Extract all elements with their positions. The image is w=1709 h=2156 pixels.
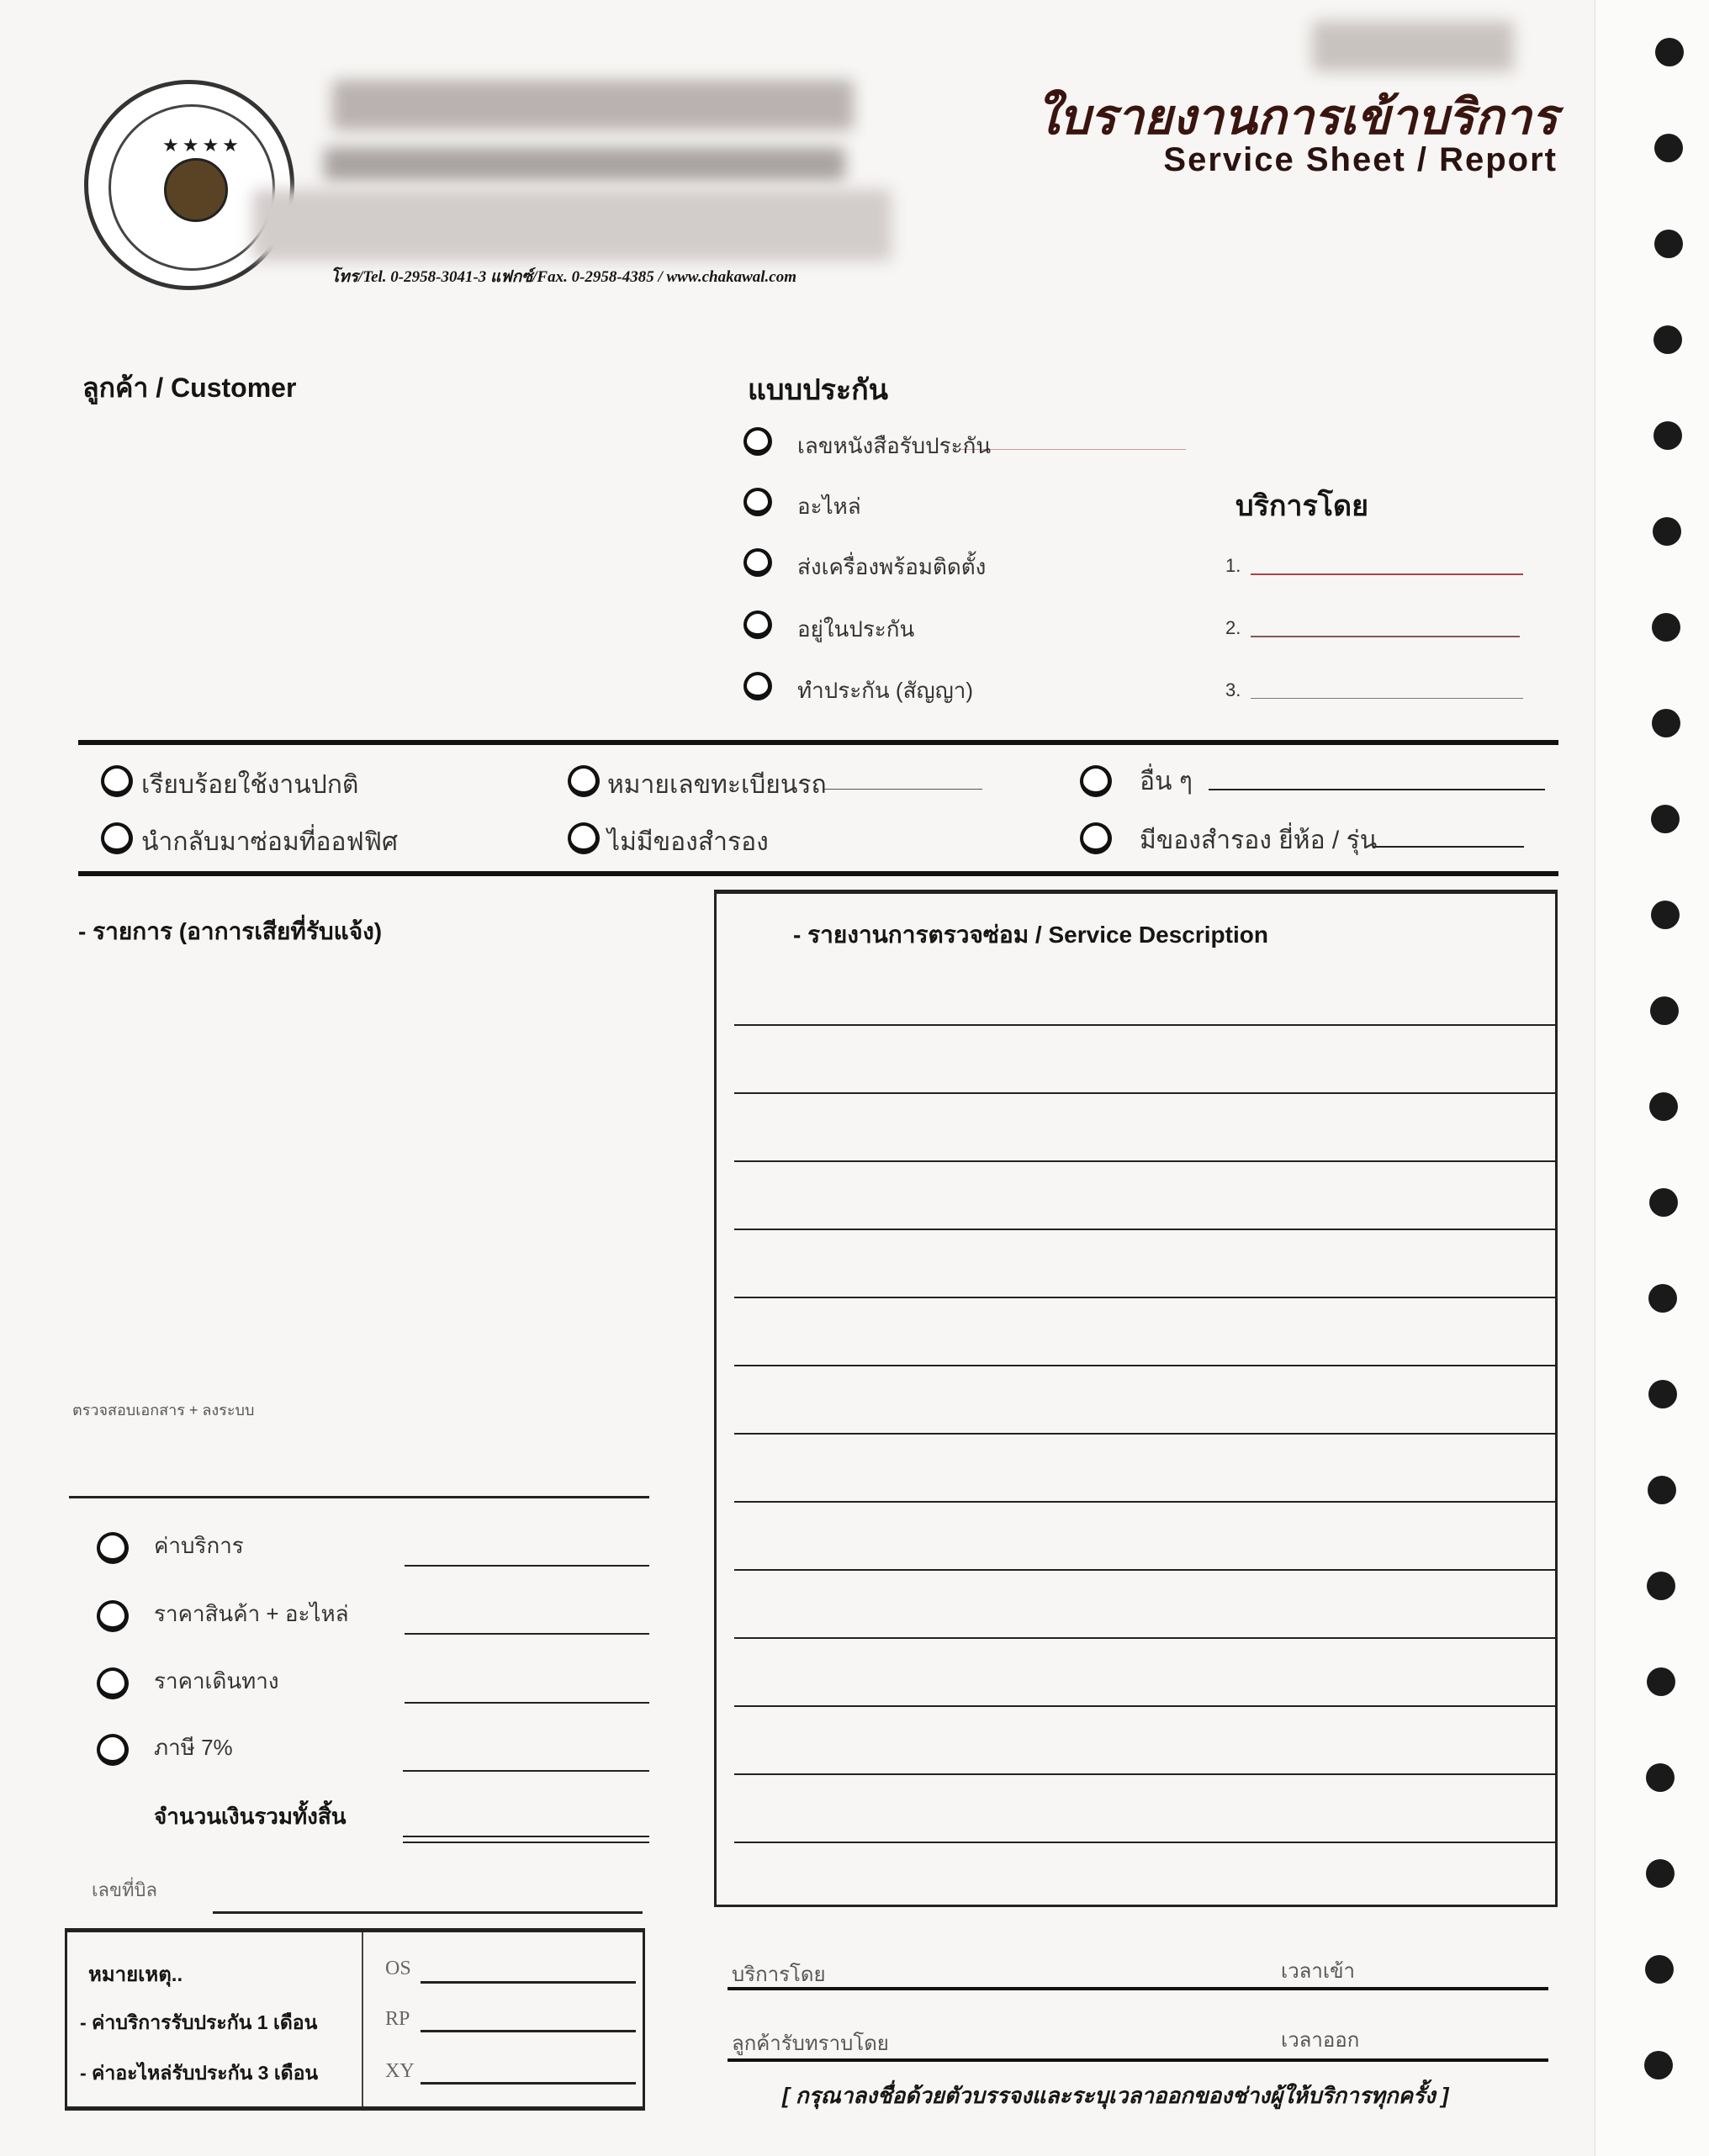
binding-hole — [1655, 38, 1684, 66]
plate-number-field[interactable] — [824, 789, 982, 790]
status-radio-normal[interactable] — [101, 765, 133, 797]
description-line[interactable] — [734, 1705, 1555, 1707]
fee-option-label: ราคาเดินทาง — [154, 1668, 279, 1694]
description-line[interactable] — [734, 1501, 1555, 1503]
description-line[interactable] — [734, 1637, 1555, 1639]
description-line[interactable] — [734, 1569, 1555, 1571]
description-line[interactable] — [734, 1092, 1555, 1094]
fee-radio-products[interactable] — [97, 1600, 129, 1632]
fee-option-label: ค่าบริการ — [154, 1533, 244, 1558]
binding-hole — [1648, 1380, 1677, 1408]
binding-hole — [1653, 517, 1681, 546]
service-description-label: - รายงานการตรวจซ่อม / Service Description — [793, 922, 1268, 948]
signoff-service-by-label: บริการโดย — [732, 1963, 826, 1986]
status-option-label: เรียบร้อยใช้งานปกติ — [141, 771, 359, 799]
binding-hole — [1653, 325, 1682, 354]
service-by-number: 3. — [1225, 679, 1241, 700]
description-line[interactable] — [734, 1365, 1555, 1366]
fee-option-label: ราคาสินค้า + อะไหล่ — [154, 1601, 349, 1626]
code-label-os: OS — [385, 1958, 411, 1979]
fee-radio-vat[interactable] — [97, 1734, 129, 1766]
description-line[interactable] — [734, 1842, 1555, 1843]
binding-hole — [1648, 1476, 1676, 1504]
warranty-radio-parts[interactable] — [743, 488, 772, 516]
warranty-radio-in-warranty[interactable] — [743, 610, 772, 639]
other-field[interactable] — [1209, 789, 1545, 790]
warranty-radio-contract[interactable] — [743, 672, 772, 700]
company-name-redacted — [332, 80, 854, 130]
binding-hole — [1646, 1859, 1675, 1888]
binding-hole — [1651, 901, 1680, 929]
service-description-box[interactable] — [714, 890, 1558, 1907]
service-by-number: 2. — [1225, 617, 1241, 638]
customer-label: ลูกค้า / Customer — [82, 373, 297, 403]
os-field[interactable] — [421, 1981, 636, 1984]
divider — [78, 740, 1558, 745]
binding-hole — [1651, 805, 1680, 833]
items-label: - รายการ (อาการเสียที่รับแจ้ง) — [78, 918, 383, 944]
binding-hole — [1648, 1284, 1677, 1313]
fee-amount-field[interactable] — [405, 1633, 649, 1635]
description-line[interactable] — [734, 1229, 1555, 1230]
fee-amount-field[interactable] — [405, 1565, 649, 1567]
notes-line: - ค่าอะไหล่รับประกัน 3 เดือน — [80, 2062, 319, 2084]
check-docs-label: ตรวจสอบเอกสาร + ลงระบบ — [72, 1402, 255, 1419]
rp-field[interactable] — [421, 2030, 636, 2032]
company-logo: ★★★★ — [84, 80, 294, 290]
binding-hole — [1650, 996, 1679, 1025]
warranty-option-label: อยู่ในประกัน — [797, 616, 915, 642]
status-radio-has-spare[interactable] — [1080, 822, 1112, 854]
total-amount-field[interactable] — [403, 1836, 649, 1843]
binding-hole — [1649, 1188, 1678, 1217]
notes-line: - ค่าบริการรับประกัน 1 เดือน — [80, 2011, 318, 2033]
items-bottom-line — [69, 1496, 649, 1498]
signoff-customer-ack-label: ลูกค้ารับทราบโดย — [732, 2032, 889, 2055]
binding-hole — [1645, 1955, 1674, 1984]
status-option-label: หมายเลขทะเบียนรถ — [607, 771, 827, 799]
title-thai: ใบรายงานการเข้าบริการ — [1034, 90, 1558, 145]
warranty-radio-certificate[interactable] — [743, 427, 772, 456]
notes-title: หมายเหตุ.. — [88, 1963, 183, 1986]
service-by-title: บริการโดย — [1235, 490, 1369, 522]
fee-radio-travel[interactable] — [97, 1667, 129, 1699]
fee-radio-service[interactable] — [97, 1532, 129, 1564]
bill-number-field[interactable] — [213, 1911, 643, 1914]
service-by-field-2[interactable] — [1251, 636, 1520, 637]
signoff-time-out-label: เวลาออก — [1281, 2029, 1360, 2052]
xy-field[interactable] — [421, 2082, 636, 2085]
warranty-title: แบบประกัน — [748, 374, 889, 406]
status-radio-no-spare[interactable] — [568, 822, 600, 854]
signoff-service-by-field[interactable] — [728, 1987, 1548, 1990]
total-label: จำนวนเงินรวมทั้งสิ้น — [154, 1804, 347, 1829]
description-line[interactable] — [734, 1773, 1555, 1775]
status-option-label: ไม่มีของสำรอง — [607, 828, 769, 856]
binding-strip — [1595, 0, 1709, 2156]
binding-hole — [1652, 709, 1680, 737]
description-line[interactable] — [734, 1024, 1555, 1026]
status-option-label: อื่น ๆ — [1140, 768, 1193, 795]
description-line[interactable] — [734, 1433, 1555, 1435]
company-name-en-redacted — [324, 147, 845, 181]
service-by-field-1[interactable] — [1251, 573, 1523, 575]
binding-hole — [1646, 1763, 1675, 1792]
address-redacted — [252, 189, 892, 261]
fee-option-label: ภาษี 7% — [154, 1735, 233, 1760]
status-radio-plate[interactable] — [568, 765, 600, 797]
certificate-number-field[interactable] — [959, 449, 1186, 450]
service-by-field-3[interactable] — [1251, 698, 1523, 699]
binding-hole — [1654, 230, 1683, 258]
fee-amount-field[interactable] — [403, 1770, 649, 1772]
status-option-label: นำกลับมาซ่อมที่ออฟฟิศ — [141, 828, 399, 856]
spare-brand-model-field[interactable] — [1373, 846, 1524, 848]
code-label-xy: XY — [385, 2060, 415, 2082]
binding-hole — [1647, 1667, 1675, 1696]
warranty-option-label: เลขหนังสือรับประกัน — [797, 433, 992, 458]
fee-amount-field[interactable] — [405, 1702, 649, 1704]
binding-hole — [1653, 421, 1682, 450]
warranty-option-label: อะไหล่ — [797, 494, 861, 519]
warranty-option-label: ส่งเครื่องพร้อมติดตั้ง — [797, 554, 987, 579]
contact-line: โทร/Tel. 0-2958-3041-3 แฟกซ์/Fax. 0-2958-4385 / www.chakawal.com — [331, 268, 796, 286]
title-english: Service Sheet / Report — [1163, 141, 1558, 178]
signoff-time-in-label: เวลาเข้า — [1281, 1960, 1355, 1983]
code-label-rp: RP — [385, 2008, 410, 2030]
service-by-number: 1. — [1225, 555, 1241, 576]
warranty-option-label: ทำประกัน (สัญญา) — [797, 678, 974, 703]
status-radio-other[interactable] — [1080, 765, 1112, 797]
warranty-radio-install[interactable] — [743, 548, 772, 577]
divider — [78, 871, 1558, 876]
status-radio-return-office[interactable] — [101, 822, 133, 854]
description-line[interactable] — [734, 1160, 1555, 1162]
description-line[interactable] — [734, 1297, 1555, 1298]
status-option-label: มีของสำรอง ยี่ห้อ / รุ่น — [1140, 827, 1378, 854]
signoff-instruction: [ กรุณาลงชื่อด้วยตัวบรรจงและระบุเวลาออกของช่างผู้ให้บริการทุกครั้ง ] — [782, 2083, 1449, 2108]
bill-number-label: เลขที่บิล — [92, 1879, 157, 1900]
top-redacted — [1312, 21, 1514, 71]
